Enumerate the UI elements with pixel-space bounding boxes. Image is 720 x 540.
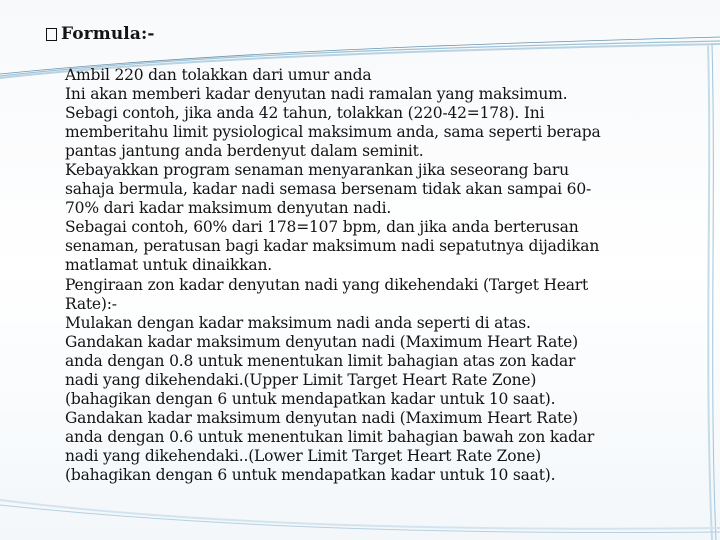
right-swoosh-mid — [712, 44, 716, 540]
body-line: Ambil 220 dan tolakkan dari umur anda — [65, 66, 372, 84]
body-line: matlamat untuk dinaikkan. — [65, 256, 272, 275]
body-line: Ini akan memberi kadar denyutan nadi ramalan yang maksimum. — [65, 85, 568, 104]
body-line: anda dengan 0.6 untuk menentukan limit bahagian bawah zon kadar — [65, 427, 595, 446]
body-line: Kebayakkan program senaman menyarankan jika seseorang baru — [65, 161, 569, 180]
body-line: memberitahu limit pysiological maksimum anda, sama seperti berapa — [65, 123, 601, 142]
right-swoosh-light — [708, 44, 712, 540]
body-line: Mulakan dengan kadar maksimum nadi anda seperti di atas. — [65, 313, 531, 332]
body-line: 70% dari kadar maksimum denyutan nadi. — [65, 199, 392, 218]
checkbox-bullet-icon — [46, 28, 57, 41]
body-line: sahaja bermula, kadar nadi semasa bersenam tidak akan sampai 60- — [65, 180, 592, 199]
body-line: nadi yang dikehendaki..(Lower Limit Target Heart Rate Zone) — [65, 446, 541, 465]
body-line: (bahagikan dengan 6 untuk mendapatkan kadar untuk 10 saat). — [65, 389, 556, 408]
body-line: anda dengan 0.8 untuk menentukan limit bahagian atas zon kadar — [65, 351, 576, 370]
body-line: Rate):- — [65, 294, 117, 313]
body-line: Gandakan kadar maksimum denyutan nadi (Maximum Heart Rate) — [65, 332, 578, 351]
body-line: senaman, peratusan bagi kadar maksimum nadi sepatutnya dijadikan — [65, 237, 600, 256]
body-line: nadi yang dikehendaki.(Upper Limit Target Heart Rate Zone) — [65, 370, 537, 389]
body-line: Gandakan kadar maksimum denyutan nadi (Maximum Heart Rate) — [65, 408, 578, 427]
body-line: (bahagikan dengan 6 untuk mendapatkan kadar untuk 10 saat). — [65, 465, 556, 484]
slide-body — [65, 66, 705, 485]
body-line: Pengiraan zon kadar denyutan nadi yang dikehendaki (Target Heart — [65, 275, 589, 294]
body-line: pantas jantung anda berdenyut dalam seminit. — [65, 142, 424, 161]
slide-title — [46, 24, 155, 44]
body-line: Sebagai contoh, 60% dari 178=107 bpm, dan jika anda berterusan — [65, 218, 579, 237]
body-line: Sebagi contoh, jika anda 42 tahun, tolakkan (220-42=178). Ini — [65, 104, 545, 123]
slide-title-text: Formula:- — [61, 24, 155, 44]
bottom-swoosh-light — [0, 500, 720, 529]
